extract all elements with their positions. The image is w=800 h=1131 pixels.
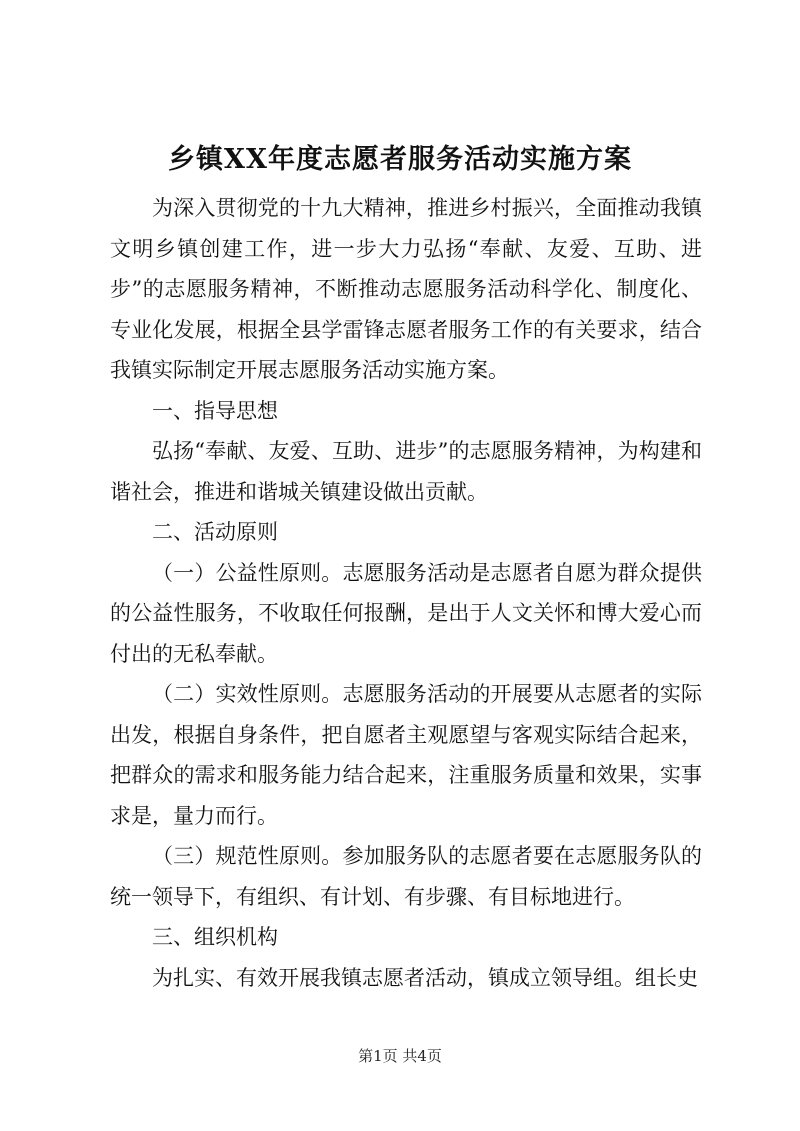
- paragraph-principle-effectiveness: （二）实效性原则。志愿服务活动的开展要从志愿者的实际出发，根据自身条件，把自愿者主观愿望与客观实际结合起来，把群众的需求和服务能力结合起来，注重服务质量和效果，实事求是，量力而行。: [110, 682, 702, 828]
- paragraph-intro: 为深入贯彻党的十九大精神，推进乡村振兴，全面推动我镇文明乡镇创建工作，进一步大力弘扬“奉献、友爱、互助、进步”的志愿服务精神，不断推动志愿服务活动科学化、制度化、专业化发展，根据全县学雷锋志愿者服务工作的有关要求，结合我镇实际制定开展志愿服务活动实施方案。: [110, 196, 702, 382]
- page-footer: 第1页 共4页: [358, 1047, 442, 1065]
- paragraph-guiding-ideology: 弘扬“奉献、友爱、互助、进步”的志愿服务精神，为构建和谐社会，推进和谐城关镇建设做出贡献。: [110, 439, 702, 504]
- paragraph-principle-standardization: （三）规范性原则。参加服务队的志愿者要在志愿服务队的统一领导下，有组织、有计划、有步骤、有目标地进行。: [110, 844, 702, 909]
- section-heading-organization: 三、组织机构: [152, 925, 278, 949]
- section-heading-guiding-ideology: 一、指导思想: [152, 398, 278, 423]
- paragraph-organization: 为扎实、有效开展我镇志愿者活动，镇成立领导组。组长史: [152, 965, 698, 990]
- section-heading-principles: 二、活动原则: [152, 520, 278, 544]
- document-body: [110, 188, 702, 998]
- paragraph-principle-public-welfare: （一）公益性原则。志愿服务活动是志愿者自愿为群众提供的公益性服务，不收取任何报酬，是出于人文关怀和博大爱心而付出的无私奉献。: [110, 560, 702, 666]
- document-title: 乡镇XX年度志愿者服务活动实施方案: [168, 144, 632, 175]
